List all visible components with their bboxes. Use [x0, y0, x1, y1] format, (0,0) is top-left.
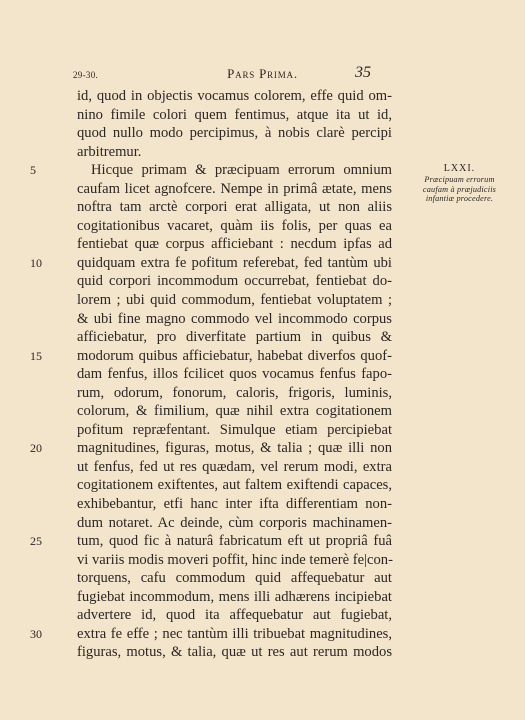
margin-note: [412, 162, 507, 204]
running-title-text: Pars Prima.: [227, 66, 298, 81]
margin-note-line: caufam à præjudiciis: [422, 184, 497, 194]
line-number: 15: [30, 348, 42, 363]
text-line: afficiebatur, pro diverfitate partium in quibus &: [77, 329, 392, 346]
margin-note-line: infantiæ procedere.: [425, 194, 494, 203]
text-line: arbitremur.: [77, 143, 142, 160]
text-line: extra fe effe ; nec tantùm illi tribuebat magnitudines,: [77, 625, 392, 642]
text-line: quidquam extra fe pofitum referebat, fed tantùm ubi: [77, 254, 392, 271]
text-line: dam fenfus, illos fcilicet quos vocamus fenfus fapo-: [77, 366, 392, 383]
text-line: fugiebat incommodum, mens illi adhærens incipiebat: [77, 588, 392, 605]
line-number: 25: [30, 534, 42, 548]
text-line: fentiebat quæ corpus afficiebant : necdum ipfas ad: [77, 236, 392, 253]
text-line: caufam licet agnofcere. Nempe in primâ ætate, mens: [77, 180, 392, 197]
text-line: dum notaret. Ac deinde, cùm corporis machinamen-: [77, 514, 392, 531]
margin-note-line: Præcipuam errorum: [424, 175, 495, 184]
text-line: torquens, cafu commodum quid affequebatur aut: [77, 570, 392, 587]
text-line: nino fimile colori quem fentimus, atque ita ut id,: [77, 106, 392, 123]
text-line: ut fenfus, fed ut res quædam, vel rerum modi, extra: [77, 458, 392, 475]
margin-note-number: LXXI.: [443, 163, 476, 174]
text-line: magnitudines, figuras, motus, & talia ; quæ illi non: [77, 440, 392, 457]
body-text: [77, 87, 392, 662]
running-title: [0, 66, 525, 82]
text-line: Hicque primam & præcipuam errorum omnium: [91, 162, 392, 179]
line-number: 20: [30, 441, 42, 456]
text-line: exhibebantur, etfi hanc inter ifta differentiam non-: [77, 496, 392, 513]
text-line: & ubi fine magno commodo vel incommodo corpus: [77, 310, 392, 327]
text-line: rum, odorum, fonorum, caloris, frigoris, luminis,: [77, 384, 392, 401]
header-page-range: 29-30.: [73, 70, 99, 80]
text-line: figuras, motus, & talia, quæ ut res aut rerum modos: [77, 644, 392, 661]
text-line: noftra tam arctè corpori erat alligata, ut non aliis: [77, 199, 392, 216]
line-number: 5: [30, 163, 36, 177]
text-line: vi variis modis moveri poffit, hinc inde temerè fe|con-: [77, 551, 393, 568]
text-line: modorum quibus afficiebatur, habebat diverfos quof-: [77, 347, 392, 364]
line-number: 30: [30, 626, 42, 641]
text-line: advertere id, quod ita affequebatur aut fugiebat,: [77, 607, 392, 624]
text-line: colorum, & fimilium, quæ nihil extra cogitationem: [77, 403, 392, 420]
text-line: pofitum repræfentant. Simulque etiam percipiebat: [77, 421, 392, 438]
line-number: 10: [30, 255, 42, 270]
text-line: quod nullo modo percipimus, à nobis clarè percipi: [77, 125, 392, 142]
text-line: cogitationem exiftentes, aut faltem exiftendi capaces,: [77, 477, 392, 494]
text-line: tum, quod fic à naturâ fabricatum eft ut propriâ fuâ: [77, 533, 392, 550]
text-line: quid corpori incommodum occurrebat, fentiebat do-: [77, 273, 392, 290]
text-line: cogitationibus vacaret, quàm iis folis, per quas ea: [77, 217, 392, 234]
page-number: 35: [355, 64, 371, 81]
text-line: id, quod in objectis vocamus colorem, effe quid om-: [77, 88, 392, 104]
text-line: lorem ; ubi quid commodum, fentiebat voluptatem ;: [77, 292, 392, 309]
